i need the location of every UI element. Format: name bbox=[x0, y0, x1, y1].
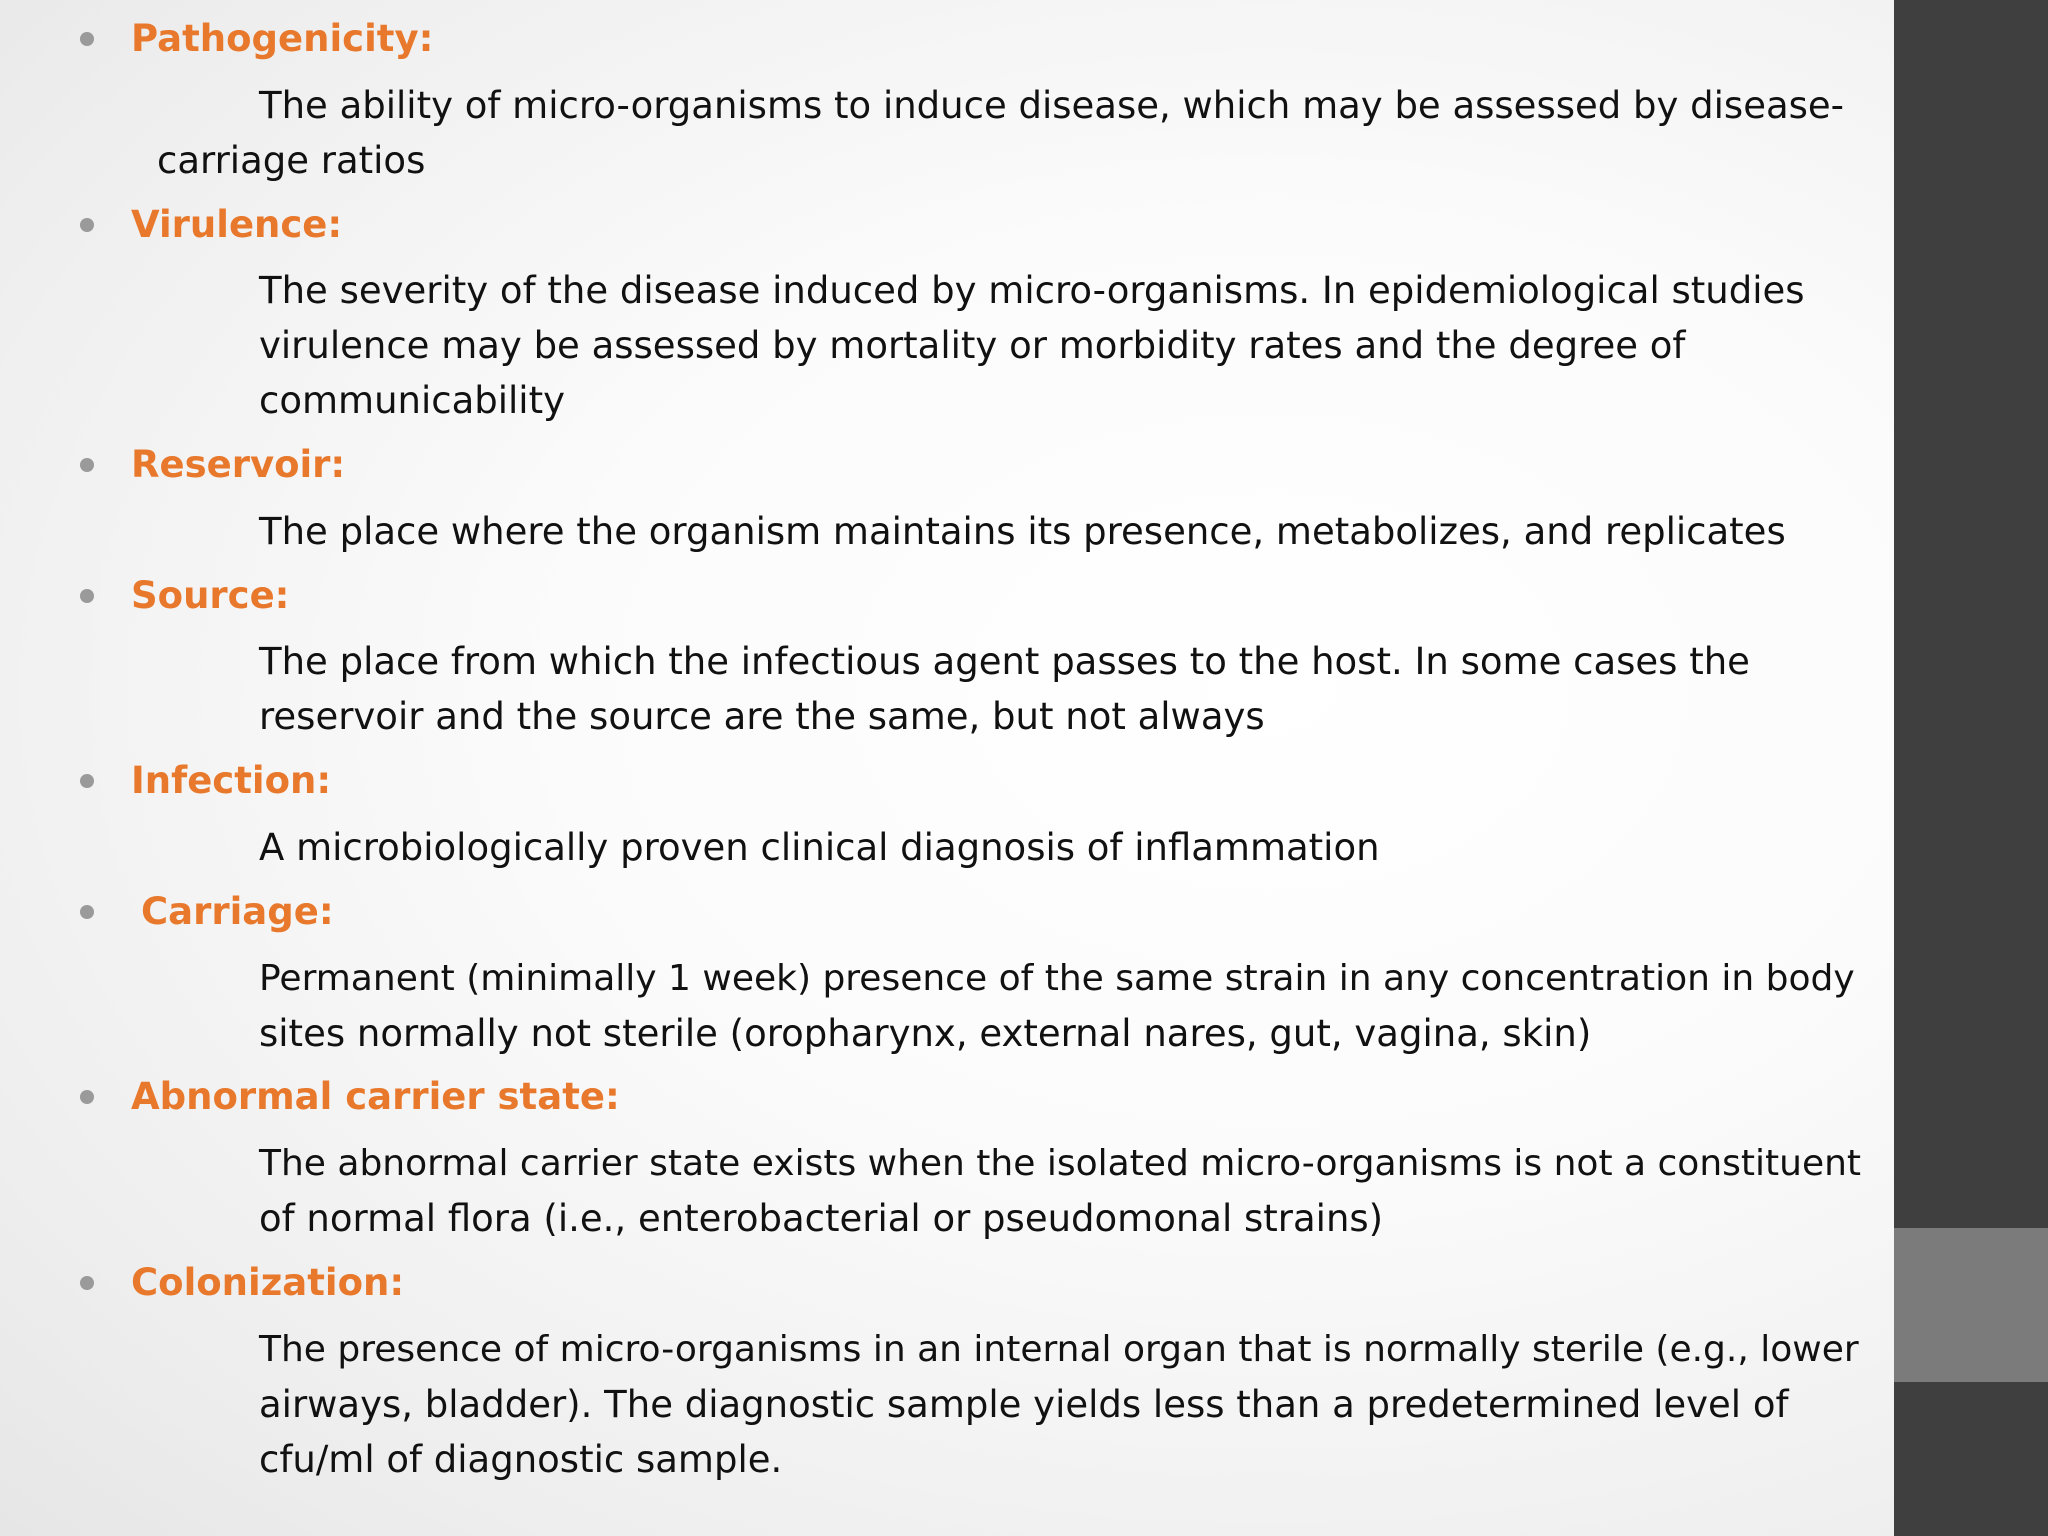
definition-virulence bbox=[259, 263, 1889, 428]
slide-sidebar bbox=[1894, 0, 2048, 1536]
term-carriage: Carriage: bbox=[141, 890, 334, 933]
term-reservoir: Reservoir: bbox=[131, 443, 346, 486]
definition-line: The ability of micro-organisms to induce disease, which may be assessed by disease- bbox=[259, 84, 1845, 127]
definition-line: The abnormal carrier state exists when the isolated micro-organisms is not a constituent bbox=[259, 1143, 1862, 1184]
term-virulence: Virulence: bbox=[131, 203, 343, 246]
definition-line: carriage ratios bbox=[157, 139, 426, 182]
term-pathogenicity: Pathogenicity: bbox=[131, 17, 434, 60]
definition-line: communicability bbox=[259, 379, 565, 422]
definition-abnormal-carrier-state bbox=[259, 1136, 1889, 1246]
term-abnormal-carrier-state: Abnormal carrier state: bbox=[131, 1075, 620, 1118]
bullet-source bbox=[80, 589, 94, 603]
definition-line: The severity of the disease induced by micro-organisms. In epidemiological studies bbox=[259, 269, 1805, 312]
definition-line: reservoir and the source are the same, but not always bbox=[259, 695, 1265, 738]
definition-source bbox=[259, 634, 1889, 744]
definition-line: airways, bladder). The diagnostic sample yields less than a predetermined level of bbox=[259, 1383, 1789, 1426]
definition-pathogenicity bbox=[157, 78, 1889, 188]
definition-carriage bbox=[259, 951, 1889, 1061]
definition-line: sites normally not sterile (oropharynx, external nares, gut, vagina, skin) bbox=[259, 1012, 1592, 1055]
sidebar-accent-block bbox=[1894, 1228, 2048, 1382]
definition-line: Permanent (minimally 1 week) presence of the same strain in any concentration in body bbox=[259, 958, 1855, 999]
bullet-pathogenicity bbox=[80, 32, 94, 46]
term-source: Source: bbox=[131, 574, 290, 617]
definition-line: The presence of micro-organisms in an internal organ that is normally sterile (e.g., lower bbox=[259, 1329, 1859, 1370]
definition-reservoir bbox=[259, 504, 1889, 559]
definition-infection bbox=[259, 820, 1889, 875]
bullet-reservoir bbox=[80, 458, 94, 472]
definition-line: The place where the organism maintains its presence, metabolizes, and replicates bbox=[259, 510, 1786, 553]
term-colonization: Colonization: bbox=[131, 1261, 405, 1304]
definition-line: virulence may be assessed by mortality or morbidity rates and the degree of bbox=[259, 324, 1686, 367]
term-infection: Infection: bbox=[131, 759, 332, 802]
bullet-virulence bbox=[80, 218, 94, 232]
definition-line: cfu/ml of diagnostic sample. bbox=[259, 1438, 783, 1481]
definition-line: The place from which the infectious agent passes to the host. In some cases the bbox=[259, 640, 1750, 683]
bullet-abnormal-carrier-state bbox=[80, 1090, 94, 1104]
bullet-carriage bbox=[80, 905, 94, 919]
bullet-infection bbox=[80, 774, 94, 788]
definition-colonization bbox=[259, 1322, 1889, 1487]
definition-line: A microbiologically proven clinical diagnosis of inflammation bbox=[259, 826, 1380, 869]
bullet-colonization bbox=[80, 1276, 94, 1290]
definition-line: of normal flora (i.e., enterobacterial or pseudomonal strains) bbox=[259, 1197, 1384, 1240]
